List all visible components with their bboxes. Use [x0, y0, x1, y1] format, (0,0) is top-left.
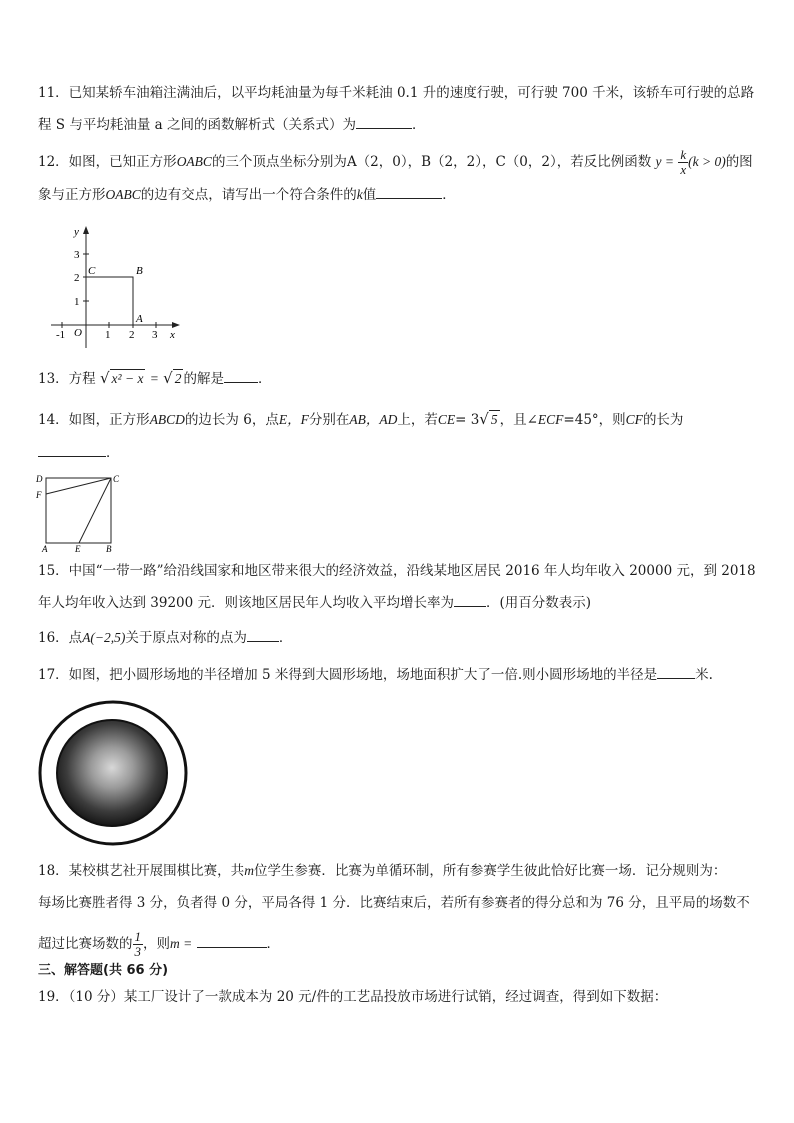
- y-axis-label: y: [74, 226, 79, 238]
- x-tick-label: 2: [129, 329, 135, 341]
- q17-circles-figure: [36, 698, 190, 848]
- label-a: A: [42, 544, 48, 554]
- label-c: C: [113, 474, 120, 484]
- point-c-label: C: [88, 265, 96, 277]
- q15-line2: 年人均年收入达到 39200 元．则该地区居民年人均收入平均增长率为 ．(用百分数表示): [38, 595, 592, 611]
- square-oabc: [86, 277, 133, 325]
- q14-line2: ．: [38, 444, 120, 462]
- q19-line: 19．（10 分）某工厂设计了一款成本为 20 元/件的工艺品投放市场进行试销，经过调查，得到如下数据：: [38, 989, 668, 1005]
- q17-line: 17．如图，把小圆形场地的半径增加 5 米得到大圆形场地，场地面积扩大了一倍.则小圆形场地的半径是 米.: [38, 667, 713, 683]
- y-tick-label: 3: [74, 249, 80, 261]
- point-b-label: B: [136, 265, 143, 277]
- origin-label: O: [74, 327, 82, 339]
- q14-square-figure: [34, 472, 124, 554]
- q18-fraction: $\frac{1}{3}$: [134, 929, 141, 959]
- x-axis-label: x: [170, 329, 175, 341]
- q18-answer-blank[interactable]: [197, 935, 267, 948]
- q17-answer-blank[interactable]: [657, 666, 695, 679]
- label-e: E: [75, 544, 81, 554]
- small-circle: [57, 720, 167, 826]
- y-axis-arrow: [83, 226, 89, 234]
- q18-line2: 每场比赛胜者得 3 分，负者得 0 分，平局各得 1 分．比赛结束后，若所有参赛者的得分总和为 76 分，且平局的场数不: [38, 895, 750, 911]
- segment-ce: [79, 478, 111, 543]
- q11-line2: 程 S 与平均耗油量 a 之间的函数解析式（关系式）为 ．: [38, 117, 426, 133]
- q12-line1: 12．如图，已知正方形OABC的三个顶点坐标分别为A（2，0），B（2，2），C（0，2），若反比例函数 y = $\frac{k}{x}$ (k > 0)的图: [38, 147, 753, 177]
- q12-line2: 象与正方形OABC的边有交点，请写出一个符合条件的k值 ．: [38, 187, 456, 203]
- q15-line1: 15．中国“一带一路”给沿线国家和地区带来很大的经济效益，沿线某地区居民 2016 年人均年收入 20000 元，到 2018: [38, 563, 756, 579]
- q12-coordinate-figure: [48, 222, 188, 352]
- q15-answer-blank[interactable]: [454, 594, 486, 607]
- segment-cf: [46, 478, 111, 494]
- q12-answer-blank[interactable]: [376, 186, 442, 199]
- y-tick-label: 1: [74, 296, 80, 308]
- section-title: 三、解答题(共 66 分): [38, 963, 169, 978]
- q14-answer-blank[interactable]: [38, 444, 106, 457]
- y-tick-label: 2: [74, 272, 80, 284]
- q11-line1: 11．已知某轿车油箱注满油后，以平均耗油量为每千米耗油 0.1 升的速度行驶，可行驶 700 千米，该轿车可行驶的总路: [38, 85, 755, 101]
- q16-answer-blank[interactable]: [247, 629, 279, 642]
- label-f: F: [36, 490, 42, 500]
- label-b: B: [106, 544, 112, 554]
- x-tick-label: -1: [56, 329, 66, 341]
- q12-function-fraction: $\frac{k}{x}$: [680, 147, 687, 177]
- x-axis-arrow: [172, 322, 180, 328]
- point-a-label: A: [136, 313, 143, 325]
- q16-line: 16．点A(−2,5)关于原点对称的点为 ．: [38, 630, 293, 646]
- q18-line1: 18．某校棋艺社开展围棋比赛，共m位学生参赛．比赛为单循环制，所有参赛学生彼此恰好比赛一场．记分规则为：: [38, 863, 727, 879]
- label-d: D: [36, 474, 43, 484]
- square-abcd: [46, 478, 111, 543]
- q18-line3: 超过比赛场数的 $\frac{1}{3}$ ，则m = ．: [38, 929, 281, 959]
- x-tick-label: 3: [152, 329, 158, 341]
- x-tick-label: 1: [105, 329, 111, 341]
- q13-line: 13．方程 √ x² − x = √ 2 的解是 ．: [38, 369, 272, 387]
- q11-answer-blank[interactable]: [356, 116, 412, 129]
- q14-line1: 14．如图，正方形ABCD的边长为 6，点E，F分别在AB，AD上，若CE= 3√ 5 ，且∠ECF=45°，则CF的长为: [38, 410, 684, 428]
- q13-answer-blank[interactable]: [224, 370, 258, 383]
